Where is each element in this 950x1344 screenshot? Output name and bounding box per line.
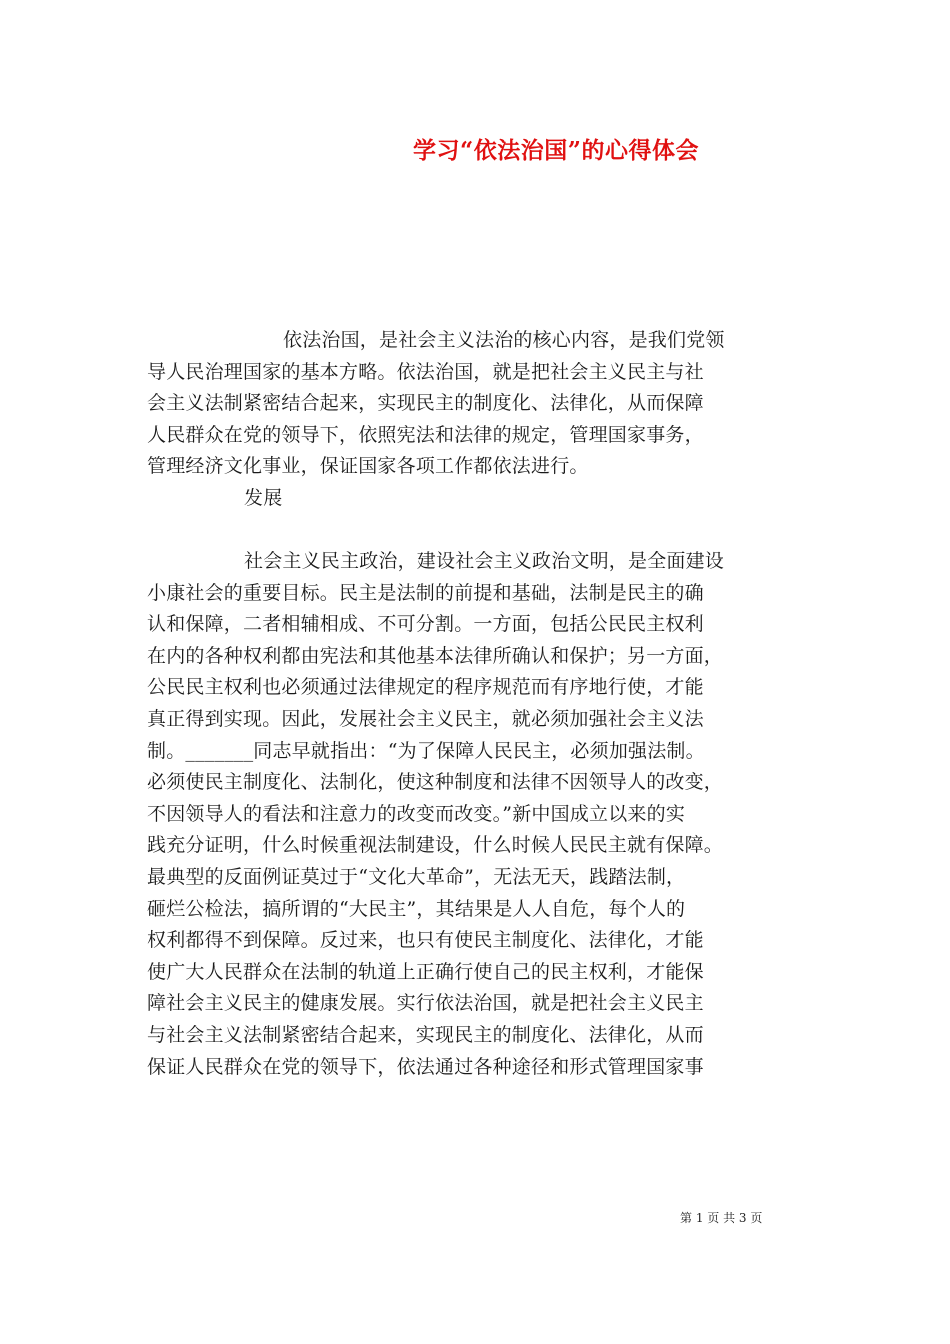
text-line: 导人民治理国家的基本方略。依法治国，就是把社会主义民主与社 xyxy=(147,360,704,383)
text-line: 制。_______同志早就指出：“为了保障人民民主，必须加强法制。 xyxy=(147,739,705,762)
heading-text: 发展 xyxy=(244,487,283,509)
text-line: 公民民主权利也必须通过法律规定的程序规范而有序地行使，才能 xyxy=(147,676,704,699)
text-line: 认和保障，二者相辅相成、不可分割。一方面，包括公民民主权利 xyxy=(147,613,704,636)
text-line: 社会主义民主政治，建设社会主义政治文明，是全面建设 xyxy=(244,550,725,572)
paragraph-2 xyxy=(147,546,827,1083)
text-line: 人民群众在党的领导下，依照宪法和法律的规定，管理国家事务， xyxy=(147,423,704,446)
section-heading xyxy=(147,483,827,515)
text-line: 权利都得不到保障。反过来，也只有使民主制度化、法律化，才能 xyxy=(147,929,704,952)
paragraph-1 xyxy=(147,325,827,483)
text-line: 保证人民群众在党的领导下，依法通过各种途径和形式管理国家事 xyxy=(147,1055,704,1078)
text-line: 砸烂公检法，搞所谓的“大民主”，其结果是人人自危，每个人的 xyxy=(147,897,686,920)
text-line: 践充分证明，什么时候重视法制建设，什么时候人民民主就有保障。 xyxy=(147,834,724,857)
document-title: 学习“依法治国”的心得体会 xyxy=(413,137,699,164)
text-line: 障社会主义民主的健康发展。实行依法治国，就是把社会主义民主 xyxy=(147,992,704,1015)
text-line: 依法治国，是社会主义法治的核心内容，是我们党领 xyxy=(283,329,725,351)
text-line: 不因领导人的看法和注意力的改变而改变。”新中国成立以来的实 xyxy=(147,802,686,825)
page-number-footer: 第 1 页 共 3 页 xyxy=(680,1211,763,1225)
text-line: 最典型的反面例证莫过于“文化大革命”，无法无天，践踏法制， xyxy=(147,865,686,888)
text-line: 必须使民主制度化、法制化，使这种制度和法律不因领导人的改变， xyxy=(147,771,724,794)
text-line: 使广大人民群众在法制的轨道上正确行使自己的民主权利，才能保 xyxy=(147,960,704,983)
text-line: 与社会主义法制紧密结合起来，实现民主的制度化、法律化，从而 xyxy=(147,1023,704,1046)
text-line: 小康社会的重要目标。民主是法制的前提和基础，法制是民主的确 xyxy=(147,581,704,604)
text-line: 管理经济文化事业，保证国家各项工作都依法进行。 xyxy=(147,455,589,478)
text-line: 真正得到实现。因此，发展社会主义民主，就必须加强社会主义法 xyxy=(147,707,704,730)
text-line: 在内的各种权利都由宪法和其他基本法律所确认和保护；另一方面， xyxy=(147,644,724,667)
text-line: 会主义法制紧密结合起来，实现民主的制度化、法律化，从而保障 xyxy=(147,392,704,415)
